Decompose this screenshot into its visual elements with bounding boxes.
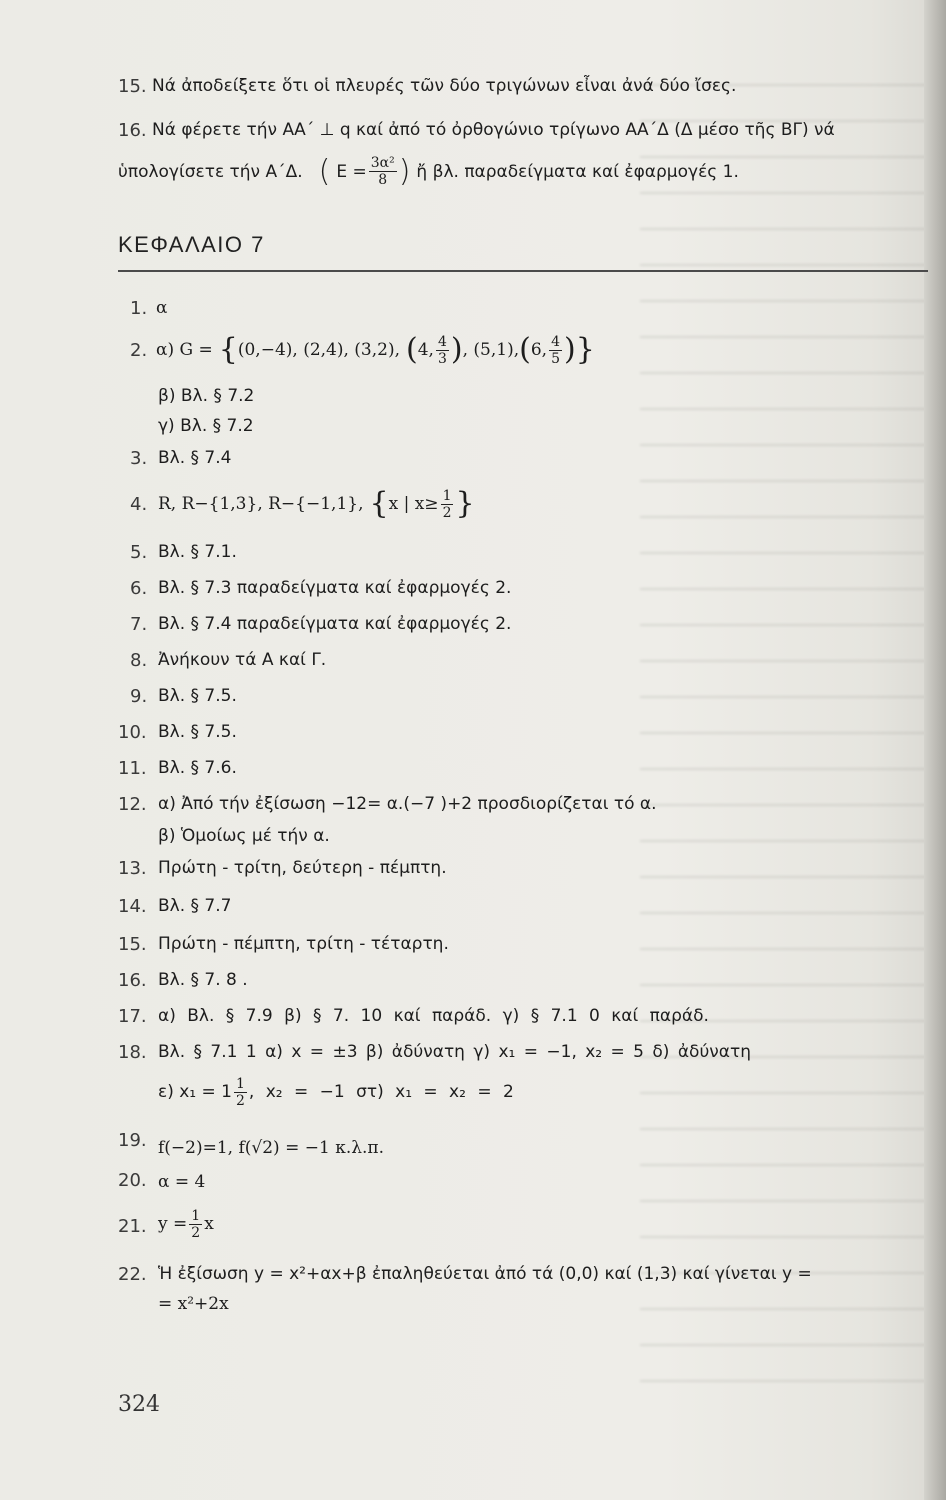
answer-22-number: 22.: [118, 1264, 147, 1285]
answer-8-text: Ἀνήκουν τά Α καί Γ.: [158, 650, 327, 670]
answer-18e-post: , x₂ = −1 στ) x₁ = x₂ = 2: [248, 1082, 514, 1102]
exercise-15-number: 15.: [118, 76, 147, 97]
answer-15-number: 15.: [118, 934, 147, 955]
answer-17-number: 17.: [118, 1006, 147, 1027]
paren-open: (: [519, 332, 531, 367]
answer-2-points: (0,−4), (2,4), (3,2),: [237, 340, 401, 360]
answer-2-number: 2.: [130, 340, 148, 361]
answer-4-set: [158, 482, 475, 526]
answer-5-number: 5.: [130, 542, 148, 563]
answer-19-number: 19.: [118, 1130, 147, 1151]
answer-4-condition: x | x≥: [388, 494, 439, 514]
chapter-heading: ΚΕΦΑΛΑΙΟ 7: [118, 232, 265, 257]
paren-open: (: [318, 153, 331, 189]
answer-19-text: f(−2)=1, f(√2) = −1 κ.λ.π.: [158, 1138, 384, 1158]
frac-denominator: 2: [191, 1224, 201, 1241]
answer-6-number: 6.: [130, 578, 148, 599]
answer-2-frac2: [549, 334, 562, 367]
answer-2b: β) Βλ. § 7.2: [158, 386, 255, 406]
answer-2-frac1: [436, 334, 449, 367]
brace-open: {: [218, 332, 238, 367]
paren-close: ): [398, 153, 411, 189]
frac-numerator: 1: [235, 1075, 245, 1092]
answer-2-point4-x: 4,: [417, 340, 434, 360]
answer-1-text: α: [156, 298, 168, 318]
area-fraction: [369, 155, 397, 188]
answer-20-text: α = 4: [158, 1172, 206, 1192]
book-spine-shadow: [924, 0, 946, 1500]
answer-18-number: 18.: [118, 1042, 147, 1063]
answer-9-number: 9.: [130, 686, 148, 707]
answer-21-pre: y =: [158, 1214, 188, 1234]
answer-10-text: Βλ. § 7.5.: [158, 722, 237, 742]
answer-2-point-mid: , (5,1),: [462, 340, 520, 360]
frac-numerator: 1: [442, 487, 452, 504]
answer-21-frac: [189, 1208, 202, 1241]
answer-13-text: Πρώτη - τρίτη, δεύτερη - πέμπτη.: [158, 858, 447, 878]
answer-12b: β) Ὁμοίως μέ τήν α.: [158, 826, 330, 846]
answer-6-text: Βλ. § 7.3 παραδείγματα καί ἐφαρμογές 2.: [158, 578, 512, 598]
exercise-15-text: Νά ἀποδείξετε ὅτι οἱ πλευρές τῶν δύο τριγώνων εἶναι ἀνά δύο ἴσες.: [152, 76, 737, 96]
exercise-16-text-a: ὑπολογίσετε τήν Α΄Δ.: [118, 161, 303, 182]
frac-denominator: 5: [551, 350, 560, 367]
answer-18e-frac: [234, 1076, 247, 1109]
answer-9-text: Βλ. § 7.5.: [158, 686, 237, 706]
answer-12-number: 12.: [118, 794, 147, 815]
bleed-through-text: [640, 60, 930, 1390]
answer-11-text: Βλ. § 7.6.: [158, 758, 237, 778]
answer-21-number: 21.: [118, 1216, 147, 1237]
frac-numerator: 4: [551, 333, 560, 350]
frac-denominator: 3: [437, 350, 447, 367]
answer-10-number: 10.: [118, 722, 147, 743]
frac-numerator: 1: [191, 1207, 201, 1224]
frac-denominator: 2: [442, 504, 452, 521]
answer-2-point6-x: 6,: [530, 340, 548, 360]
answer-4-sets: R, R−{1,3}, R−{−1,1},: [158, 494, 364, 514]
exercise-16-text-line2: [118, 155, 739, 188]
answer-4-number: 4.: [130, 494, 148, 515]
answer-12-text: α) Ἀπό τήν ἐξίσωση −12= α.(−7 )+2 προσδιορίζεται τό α.: [158, 794, 657, 814]
answer-3-text: Βλ. § 7.4: [158, 448, 232, 468]
answer-14-text: Βλ. § 7.7: [158, 896, 232, 916]
answer-18e: [158, 1070, 514, 1114]
answer-17-text: α) Βλ. § 7.9 β) § 7. 10 καί παράδ. γ) § 7.1 0 καί παράδ.: [158, 1006, 709, 1026]
brace-close: }: [455, 486, 475, 521]
heading-rule: [118, 270, 928, 272]
answer-2c: γ) Βλ. § 7.2: [158, 416, 254, 436]
area-fraction-numerator: 3α²: [370, 155, 395, 171]
answer-21: [158, 1202, 214, 1246]
answer-3-number: 3.: [130, 448, 148, 469]
area-fraction-denominator: 8: [378, 172, 388, 188]
answer-20-number: 20.: [118, 1170, 147, 1191]
paren-close: ): [450, 332, 463, 367]
answer-4-frac: [441, 488, 454, 521]
page-number: 324: [118, 1392, 160, 1417]
answer-22-text: Ἡ ἐξίσωση y = x²+αx+β ἐπαληθεύεται ἀπό τά (0,0) καί (1,3) καί γίνεται y =: [158, 1264, 812, 1284]
answer-2-set: [156, 328, 595, 372]
answer-16-text: Βλ. § 7. 8 .: [158, 970, 248, 990]
paren-close: ): [564, 332, 576, 367]
answer-16-number: 16.: [118, 970, 147, 991]
exercise-16-number: 16.: [118, 120, 147, 141]
paren-open: (: [406, 332, 418, 367]
answer-8-number: 8.: [130, 650, 148, 671]
answer-13-number: 13.: [118, 858, 147, 879]
brace-close: }: [575, 332, 595, 367]
exercise-16-text-line1: Νά φέρετε τήν ΑΑ΄ ⊥ q καί ἀπό τό ὀρθογώνιο τρίγωνο ΑΑ΄Δ (Δ μέσο τῆς ΒΓ) νά: [152, 120, 835, 140]
answer-5-text: Βλ. § 7.1.: [158, 542, 237, 562]
frac-denominator: 2: [235, 1092, 245, 1109]
answer-21-post: x: [204, 1214, 214, 1234]
answer-1-number: 1.: [130, 298, 148, 319]
area-symbol: E =: [336, 161, 367, 182]
answer-2-label: α) G =: [156, 340, 213, 360]
answer-15-text: Πρώτη - πέμπτη, τρίτη - τέταρτη.: [158, 934, 449, 954]
answer-18-text: Βλ. § 7.1 1 α) x = ±3 β) ἀδύνατη γ) x₁ = −1, x₂ = 5 δ) ἀδύνατη: [158, 1042, 751, 1062]
answer-22-text-line2: = x²+2x: [158, 1294, 229, 1314]
answer-11-number: 11.: [118, 758, 147, 779]
brace-open: {: [369, 486, 389, 521]
answer-7-text: Βλ. § 7.4 παραδείγματα καί ἐφαρμογές 2.: [158, 614, 512, 634]
answer-7-number: 7.: [130, 614, 148, 635]
exercise-16-text-b: ἤ βλ. παραδείγματα καί ἐφαρμογές 1.: [416, 161, 739, 182]
answer-14-number: 14.: [118, 896, 147, 917]
answer-18e-pre: ε) x₁ = 1: [158, 1082, 232, 1102]
frac-numerator: 4: [437, 333, 447, 350]
